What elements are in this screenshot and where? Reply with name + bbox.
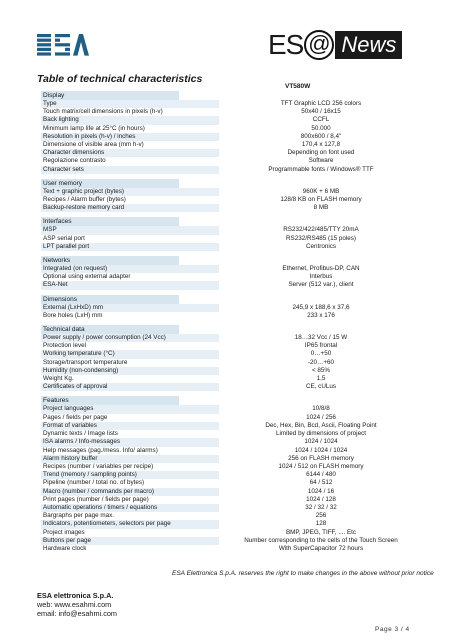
spec-label: Format of variables: [41, 422, 219, 430]
spec-value: 256 on FLASH memory: [288, 454, 354, 462]
spec-label: Print pages (number / fields per page): [43, 495, 149, 503]
spec-value: 128/8 KB on FLASH memory: [280, 196, 362, 204]
spec-label: Bore holes (LxH) mm: [43, 311, 103, 319]
company-info: [37, 591, 117, 618]
spec-value: 8 MB: [313, 204, 329, 212]
spec-row: [41, 414, 423, 422]
spec-label: Buttons per page: [41, 537, 219, 545]
spec-row: [41, 243, 423, 251]
spec-label: Text + graphic project (bytes): [41, 188, 219, 196]
spec-value: 32 / 32 / 32: [305, 503, 337, 511]
spec-label: Humidity (non-condensing): [41, 367, 219, 375]
spec-label: Hardware clock: [43, 544, 87, 552]
spec-row: [41, 304, 423, 312]
spec-value: 1024 / 16: [307, 487, 335, 495]
spec-value: TFT Graphic LCD 256 colors: [280, 100, 362, 107]
spec-label: ESA-Net: [41, 281, 219, 289]
spec-label: Protection level: [43, 342, 87, 350]
spec-value: Interbus: [309, 273, 333, 281]
spec-label: Automatic operations / timers / equations: [41, 504, 219, 512]
spec-row: [41, 529, 423, 537]
spec-value: 245,9 x 188,6 x 37,6: [292, 303, 350, 311]
spec-label: Storage/transport temperature: [43, 358, 128, 366]
spec-row: [41, 108, 423, 116]
spec-label: Regolazione contrasto: [43, 157, 106, 165]
model-heading: VT580W: [285, 83, 311, 90]
spec-value: 64 / 512: [309, 479, 333, 487]
spec-value: Depending on font used: [287, 149, 355, 157]
spec-label: External (LxHxD) mm: [41, 304, 219, 312]
spec-label: Resolution in pixels (h-v) / inches: [41, 133, 219, 141]
spec-value: Software: [308, 157, 334, 165]
company-email: email: info@esahmi.com: [37, 609, 117, 618]
spec-row: [41, 166, 423, 174]
spec-value: 18…32 Vcc / 15 W: [294, 334, 348, 342]
page-number: Page 3 / 4: [375, 626, 410, 633]
spec-label: Optional using external adapter: [43, 273, 131, 281]
spec-value: 1024 / 512 on FLASH memory: [278, 462, 364, 470]
spec-row: [41, 116, 423, 124]
spec-label: Weight Kg.: [43, 375, 74, 383]
spec-row: [41, 438, 423, 446]
spec-value: 1024 / 256: [306, 413, 336, 421]
spec-row: [41, 479, 423, 487]
company-name: ESA elettronica S.p.A.: [37, 591, 114, 600]
section-heading: Dimensions: [41, 295, 179, 304]
es-news-logo: [268, 30, 402, 60]
spec-row: [41, 367, 423, 375]
at-icon: @: [304, 30, 334, 60]
spec-row: [41, 537, 423, 545]
spec-row: [41, 204, 423, 212]
esa-logo: [37, 34, 89, 56]
spec-label: Integrated (on request): [41, 265, 219, 273]
spec-label: Minimum lamp life at 25°C (in hours): [43, 124, 145, 132]
spec-value: 0…+50: [310, 350, 332, 358]
spec-row: [41, 375, 423, 383]
spec-value: Centronics: [305, 242, 337, 250]
section: [41, 325, 423, 391]
spec-value: Server (512 var.), client: [288, 281, 354, 289]
spec-label: Macro (number / commands per macro): [41, 488, 219, 496]
spec-label: Touch matrix/cell dimensions in pixels (h-v): [43, 108, 163, 116]
spec-label: LPT parallel port: [41, 243, 219, 251]
section: [41, 256, 423, 290]
spec-value: IP65 frontal: [304, 342, 338, 350]
spec-row: [41, 447, 423, 455]
spec-row: [41, 312, 423, 320]
section: [41, 295, 423, 320]
spec-label: MSP: [41, 226, 219, 234]
section: [41, 396, 423, 553]
spec-value: 800x600 / 8,4": [300, 132, 342, 140]
spec-label: Dynamic texts / Image lists: [43, 430, 118, 438]
spec-label: Project languages: [41, 405, 219, 413]
spec-row: [41, 455, 423, 463]
spec-label: Pages / fields per page: [43, 413, 108, 421]
spec-value: 1,5: [316, 375, 326, 383]
spec-value: 1024 / 128: [306, 495, 336, 503]
spec-row: [41, 350, 423, 358]
spec-row: [41, 226, 423, 234]
spec-label: Character sets: [41, 166, 219, 174]
spec-row: [41, 125, 423, 133]
spec-row: [41, 512, 423, 520]
spec-row: [41, 520, 423, 528]
spec-row: [41, 100, 423, 108]
spec-value: With SuperCapacitor 72 hours: [278, 544, 364, 552]
spec-value: Programmable fonts / Windows® TTF: [268, 165, 374, 173]
spec-value: 1024 / 1024 / 1024: [294, 446, 348, 454]
spec-row: [41, 196, 423, 204]
spec-label: Certificates of approval: [41, 383, 219, 391]
spec-row: [41, 141, 423, 149]
section: [41, 91, 423, 174]
spec-label: Backup-restore memory card: [41, 204, 219, 212]
spec-label: Type: [41, 100, 219, 108]
document-title: Table of technical characteristics: [37, 73, 203, 85]
spec-value: CE, cULus: [305, 383, 337, 391]
spec-row: [41, 281, 423, 289]
spec-row: [41, 504, 423, 512]
spec-value: 10/8/8: [312, 405, 330, 413]
spec-label: ISA alarms / Info-messages: [41, 438, 219, 446]
spec-row: [41, 383, 423, 391]
section-heading: Networks: [41, 256, 179, 265]
spec-row: [41, 188, 423, 196]
company-web: web: www.esahmi.com: [37, 600, 112, 609]
spec-table: [41, 91, 423, 553]
spec-value: BMP, JPEG, TIFF, .... Etc: [285, 528, 357, 536]
spec-value: RS232/RS485 (15 poles): [285, 234, 356, 242]
spec-label: Character dimensions: [41, 149, 219, 157]
spec-row: [41, 342, 423, 350]
disclaimer-note: ESA Elettronica S.p.A. reserves the right to make changes in the above without prior notice: [172, 570, 434, 577]
spec-row: [41, 405, 423, 413]
spec-label: Power supply / power consumption (24 Vcc): [41, 334, 219, 342]
spec-row: [41, 430, 423, 438]
spec-row: [41, 422, 423, 430]
spec-row: [41, 133, 423, 141]
spec-label: Recipes / Alarm buffer (bytes): [43, 196, 126, 204]
section: [41, 179, 423, 213]
spec-label: Pipeline (number / total no. of bytes): [43, 479, 145, 487]
spec-label: Help messages (pag./mess. Info/ alarms): [43, 446, 158, 454]
spec-label: Alarm history buffer: [41, 455, 219, 463]
spec-row: [41, 359, 423, 367]
spec-value: 50x40 / 16x15: [301, 108, 341, 116]
section-heading: Features: [41, 396, 179, 405]
brand-news: News: [335, 31, 402, 59]
spec-value: 960K + 6 MB: [302, 187, 340, 195]
spec-label: Dimensione of visible area (mm h-v): [43, 141, 144, 149]
spec-value: 50.000: [311, 124, 331, 132]
spec-value: < 85%: [311, 366, 331, 374]
spec-value: -20…+60: [307, 358, 335, 366]
spec-row: [41, 265, 423, 273]
section-heading: User memory: [41, 179, 179, 188]
spec-value: Ethernet, Profibus-DP, CAN: [282, 265, 360, 273]
spec-value: CCFL: [312, 116, 330, 124]
spec-row: [41, 471, 423, 479]
spec-row: [41, 157, 423, 165]
spec-label: Trend (memory / sampling points): [41, 471, 219, 479]
spec-value: 128: [315, 520, 327, 528]
spec-row: [41, 273, 423, 281]
section-heading: Display: [41, 91, 179, 100]
spec-value: Number corresponding to the cells of the Touch Screen: [244, 536, 398, 544]
spec-label: ASP serial port: [43, 234, 85, 242]
spec-label: Recipes (number / variables per recipe): [43, 462, 154, 470]
section-heading: Interfaces: [41, 217, 179, 226]
spec-label: Back lighting: [41, 116, 219, 124]
spec-value: 170,4 x 127,8: [301, 141, 341, 149]
section: [41, 217, 423, 251]
spec-row: [41, 496, 423, 504]
spec-label: Working temperature (°C): [41, 350, 219, 358]
spec-label: Project images: [43, 528, 85, 536]
spec-value: 256: [315, 512, 327, 520]
spec-row: [41, 488, 423, 496]
spec-value: 1024 / 1024: [304, 438, 338, 446]
spec-value: RS232/422/485/TTY 20mA: [283, 226, 359, 234]
spec-label: Indicators, potentiometers, selectors per page: [41, 520, 219, 528]
spec-value: Dec, Hex, Bin, Bcd, Ascii, Floating Point: [265, 421, 377, 429]
brand-es: ES: [268, 29, 304, 60]
spec-row: [41, 334, 423, 342]
spec-value: 6144 / 480: [306, 471, 336, 479]
spec-row: [41, 235, 423, 243]
spec-row: [41, 149, 423, 157]
section-heading: Technical data: [41, 325, 179, 334]
spec-value: 233 x 176: [307, 311, 335, 319]
spec-row: [41, 545, 423, 553]
spec-value: Limited by dimensions of project: [276, 430, 366, 438]
spec-row: [41, 463, 423, 471]
spec-label: Bargraphs per page max.: [43, 512, 115, 520]
